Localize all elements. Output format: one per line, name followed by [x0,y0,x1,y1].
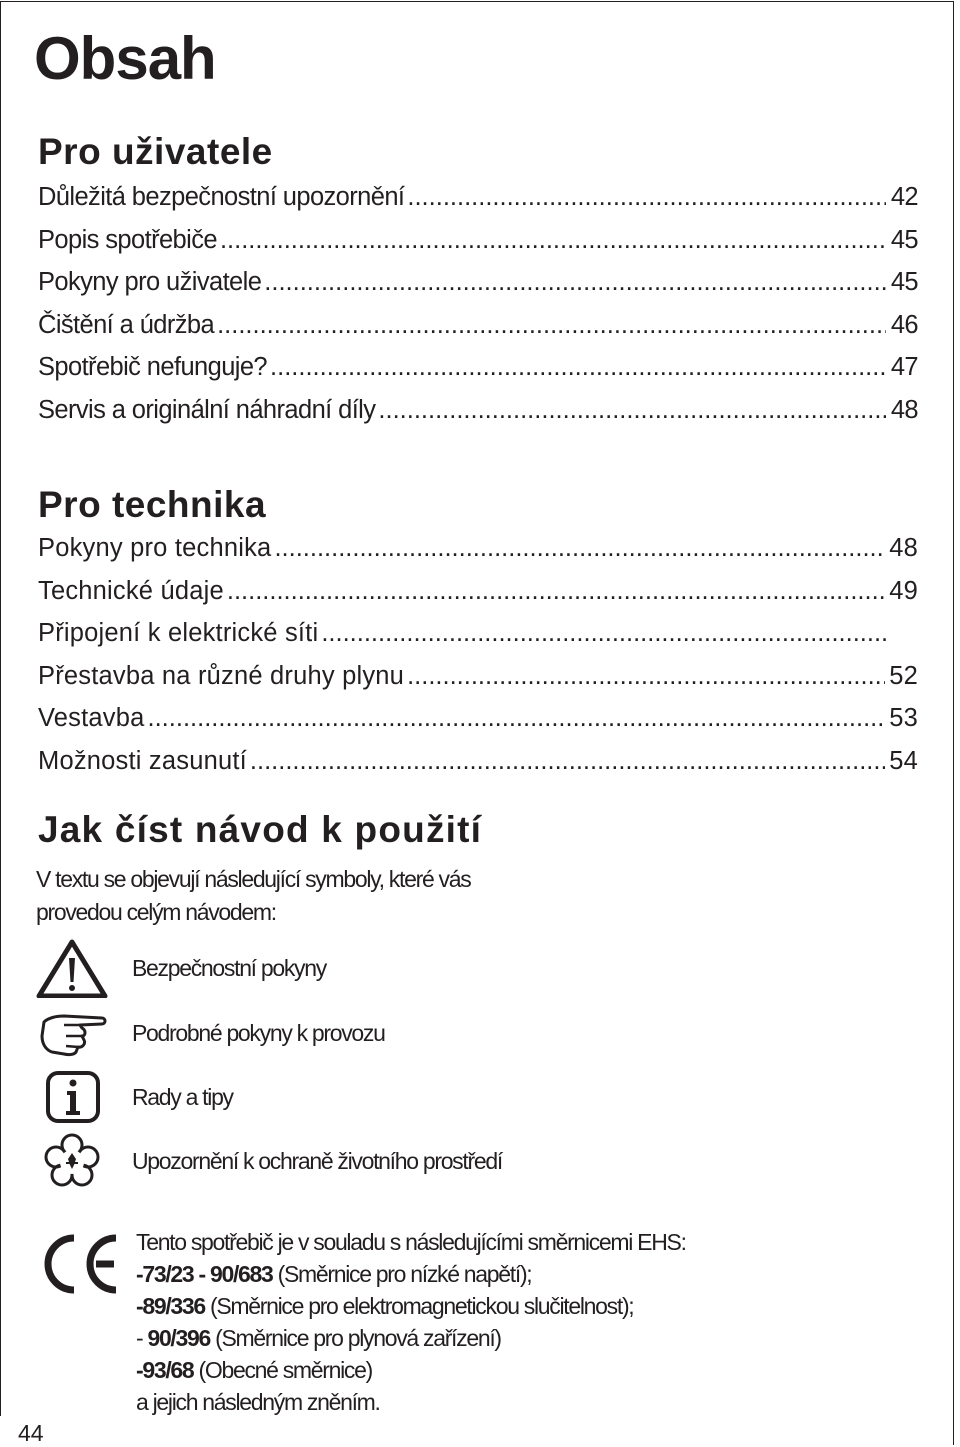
leader-dots [378,396,886,425]
toc-item[interactable]: Popis spotřebiče ..... 45 [38,226,918,269]
ce-directives [136,1226,686,1418]
toc-page: 53 [889,704,918,732]
page-frame-top [0,1,954,2]
leader-dots [274,534,885,563]
toc-page: 47 [890,353,918,381]
warning-triangle-icon [36,938,108,998]
environment-flower-icon [36,1131,108,1191]
ce-intro: Tento spotřebič je v souladu s následujícími směrnicemi EHS: [136,1229,686,1255]
toc-item[interactable]: Přestavba na různé druhy plynu ..... 52 [38,662,918,705]
page-frame-right [953,1,954,1445]
ce-closing: a jejich následným zněním. [136,1389,380,1415]
symbol-row-environment [36,1131,502,1191]
symbol-label: Bezpečnostní pokyny [132,954,326,981]
info-icon [36,1067,108,1127]
leader-dots [321,619,886,648]
page-frame-left [0,1,1,1416]
toc-page: 48 [889,534,918,562]
toc-user [38,183,918,438]
toc-tech [38,534,918,789]
toc-item[interactable]: Servis a originální náhradní díly ..... 48 [38,396,918,439]
leader-dots [264,268,886,297]
leader-dots [407,662,885,691]
leader-dots [220,226,886,255]
page-number: 44 [18,1420,44,1446]
section-heading-user: Pro uživatele [38,131,273,172]
directive-line: -89/336 (Směrnice pro elektromagnetickou slučitelnost); [136,1293,634,1319]
section-heading-tech: Pro technika [38,484,267,525]
directive-line: - 90/396 (Směrnice pro plynová zařízení) [136,1325,501,1351]
leader-dots [227,577,885,606]
directive-line: -73/23 - 90/683 (Směrnice pro nízké napětí); [136,1261,532,1287]
toc-page: 49 [889,576,918,605]
toc-item[interactable]: Důležitá bezpečnostní upozornění ..... 42 [38,183,918,226]
symbol-row-safety [36,938,326,998]
toc-page: 45 [890,268,918,296]
symbol-label: Upozornění k ochraně životního prostředí [132,1147,502,1174]
toc-item[interactable]: Možnosti zasunutí ..... 54 [38,747,918,790]
leader-dots [250,747,885,776]
toc-page: 48 [890,395,918,424]
leader-dots [407,183,886,212]
symbol-label: Rady a tipy [132,1083,233,1110]
directive-line: -93/68 (Obecné směrnice) [136,1357,372,1383]
section-heading-howto: Jak číst návod k použití [38,809,483,850]
page-title: Obsah [34,25,216,92]
symbol-row-operation [36,1003,385,1063]
toc-page: 46 [890,310,918,339]
toc-item[interactable]: Připojení k elektrické síti ..... [38,619,918,662]
toc-page: 45 [890,225,918,254]
toc-item[interactable]: Vestavba ..... 53 [38,704,918,747]
toc-item[interactable]: Pokyny pro technika ..... 48 [38,534,918,577]
ce-mark-icon [38,1232,120,1296]
leader-dots [148,704,886,733]
howto-intro: V textu se objevují následující symboly, které vás provedou celým návodem: [36,866,471,925]
toc-item[interactable]: Spotřebič nefunguje? ..... 47 [38,353,918,396]
toc-page: 42 [890,183,918,211]
symbol-label: Podrobné pokyny k provozu [132,1019,385,1046]
toc-page: 54 [889,746,918,775]
toc-page: 52 [889,661,918,690]
toc-item[interactable]: Čištění a údržba ..... 46 [38,311,918,354]
leader-dots [270,353,886,382]
toc-item[interactable]: Technické údaje ..... 49 [38,577,918,620]
leader-dots [217,311,886,340]
pointing-hand-icon [36,1003,108,1063]
symbol-row-tips [36,1067,233,1127]
toc-item[interactable]: Pokyny pro uživatele ..... 45 [38,268,918,311]
